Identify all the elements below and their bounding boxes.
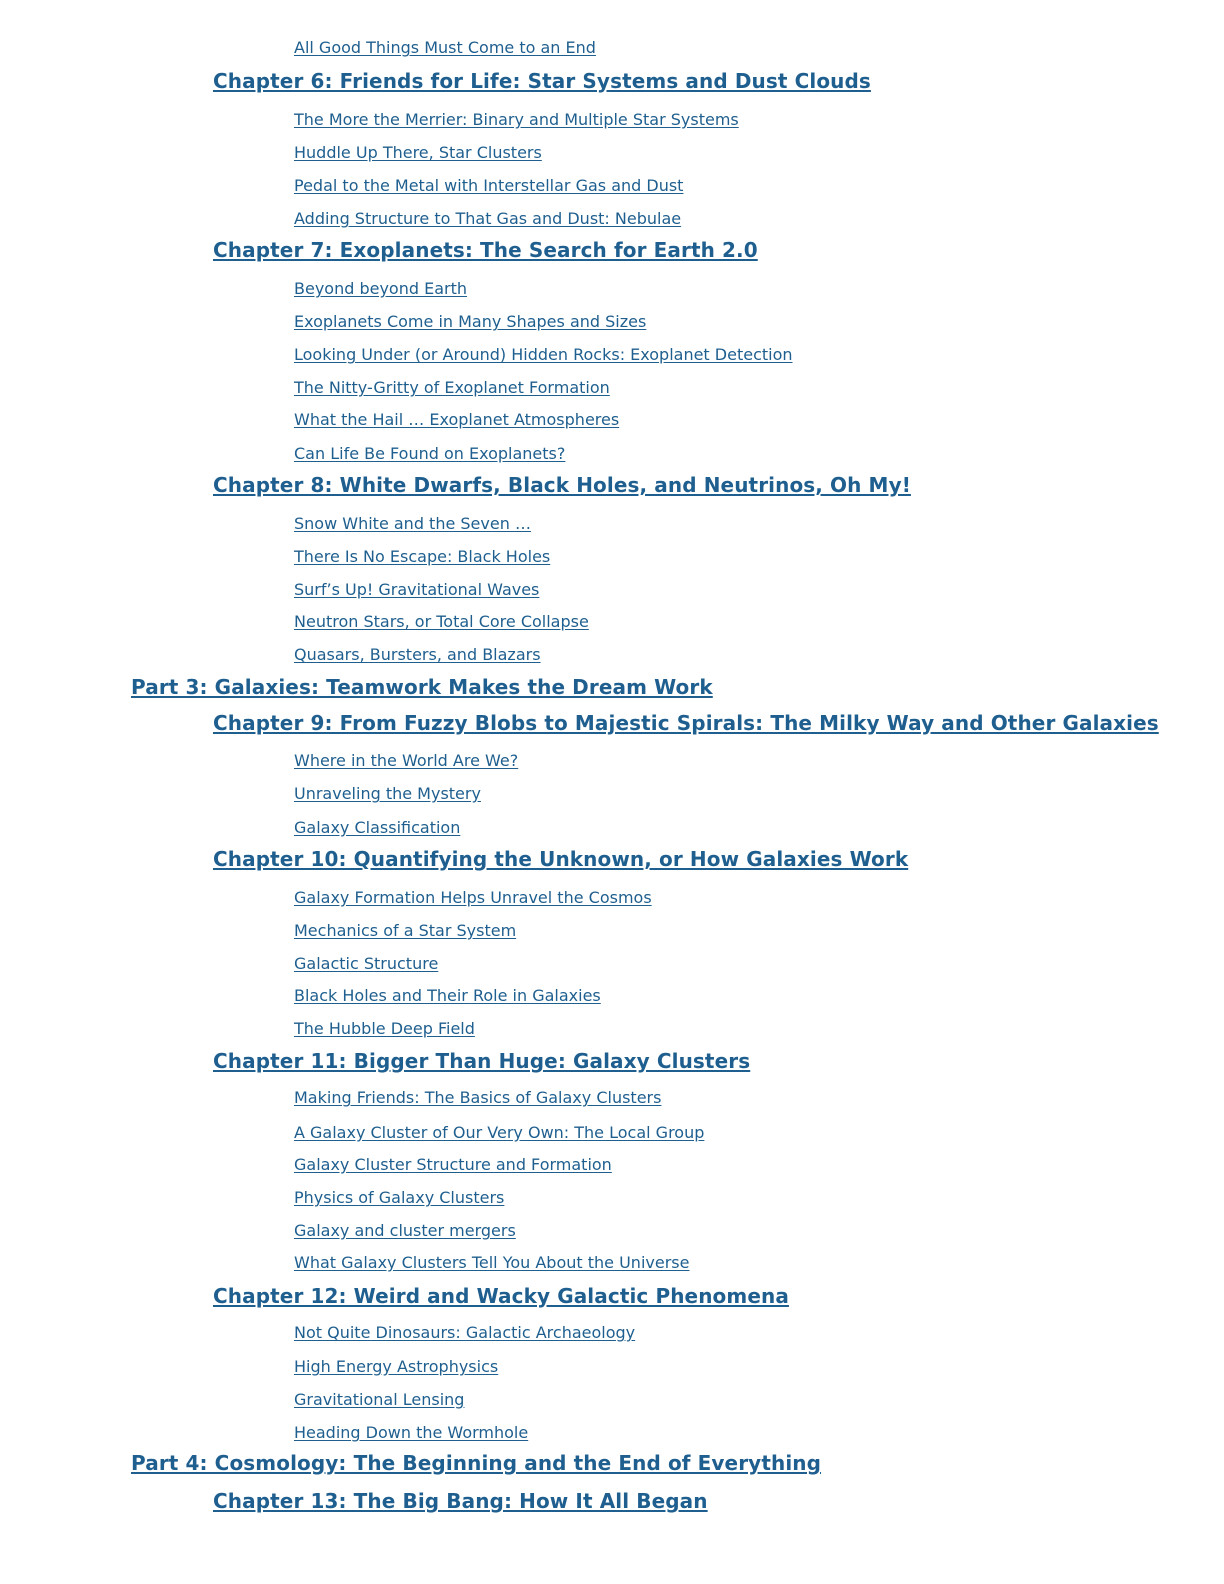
toc-chapter-link[interactable]: Chapter 13: The Big Bang: How It All Began	[213, 1489, 708, 1513]
toc-section-link[interactable]: Huddle Up There, Star Clusters	[294, 143, 542, 162]
toc-section-link[interactable]: There Is No Escape: Black Holes	[294, 547, 551, 566]
toc-section-link[interactable]: Can Life Be Found on Exoplanets?	[294, 444, 566, 463]
toc-section-link[interactable]: Gravitational Lensing	[294, 1390, 465, 1409]
toc-chapter-link[interactable]: Chapter 9: From Fuzzy Blobs to Majestic Spirals: The Milky Way and Other Galaxies	[213, 711, 1159, 735]
toc-section-link[interactable]: Quasars, Bursters, and Blazars	[294, 645, 541, 664]
toc-section-link[interactable]: Black Holes and Their Role in Galaxies	[294, 986, 601, 1005]
toc-section-link[interactable]: All Good Things Must Come to an End	[294, 38, 596, 57]
toc-section-link[interactable]: What Galaxy Clusters Tell You About the Universe	[294, 1253, 690, 1272]
toc-section-link[interactable]: Surf’s Up! Gravitational Waves	[294, 580, 540, 599]
toc-section-link[interactable]: A Galaxy Cluster of Our Very Own: The Local Group	[294, 1123, 705, 1142]
toc-section-link[interactable]: Heading Down the Wormhole	[294, 1423, 529, 1442]
toc-chapter-link[interactable]: Chapter 12: Weird and Wacky Galactic Phenomena	[213, 1284, 789, 1308]
toc-section-link[interactable]: Galaxy Formation Helps Unravel the Cosmos	[294, 888, 652, 907]
toc-chapter-link[interactable]: Chapter 10: Quantifying the Unknown, or How Galaxies Work	[213, 847, 909, 871]
toc-chapter-link[interactable]: Chapter 7: Exoplanets: The Search for Earth 2.0	[213, 238, 758, 262]
toc-section-link[interactable]: Galaxy Classification	[294, 818, 461, 837]
toc-section-link[interactable]: The Nitty-Gritty of Exoplanet Formation	[294, 378, 610, 397]
toc-chapter-link[interactable]: Chapter 6: Friends for Life: Star Systems and Dust Clouds	[213, 69, 871, 93]
toc-section-link[interactable]: Looking Under (or Around) Hidden Rocks: Exoplanet Detection	[294, 345, 793, 364]
toc-section-link[interactable]: Physics of Galaxy Clusters	[294, 1188, 505, 1207]
toc-section-link[interactable]: Exoplanets Come in Many Shapes and Sizes	[294, 312, 647, 331]
toc-part-link[interactable]: Part 3: Galaxies: Teamwork Makes the Dream Work	[131, 675, 713, 699]
toc-section-link[interactable]: Beyond beyond Earth	[294, 279, 468, 298]
toc-section-link[interactable]: What the Hail … Exoplanet Atmospheres	[294, 410, 620, 429]
toc-section-link[interactable]: Galaxy and cluster mergers	[294, 1221, 516, 1240]
toc-section-link[interactable]: Making Friends: The Basics of Galaxy Clusters	[294, 1088, 662, 1107]
toc-part-link[interactable]: Part 4: Cosmology: The Beginning and the End of Everything	[131, 1451, 822, 1475]
toc-section-link[interactable]: Adding Structure to That Gas and Dust: Nebulae	[294, 209, 682, 228]
toc-chapter-link[interactable]: Chapter 8: White Dwarfs, Black Holes, and Neutrinos, Oh My!	[213, 473, 911, 497]
toc-section-link[interactable]: Galaxy Cluster Structure and Formation	[294, 1155, 612, 1174]
toc-section-link[interactable]: Galactic Structure	[294, 954, 439, 973]
toc-section-link[interactable]: Neutron Stars, or Total Core Collapse	[294, 612, 589, 631]
toc-section-link[interactable]: Unraveling the Mystery	[294, 784, 481, 803]
toc-section-link[interactable]: Snow White and the Seven …	[294, 514, 531, 533]
toc-section-link[interactable]: Mechanics of a Star System	[294, 921, 517, 940]
toc-section-link[interactable]: Pedal to the Metal with Interstellar Gas and Dust	[294, 176, 684, 195]
toc-section-link[interactable]: The More the Merrier: Binary and Multiple Star Systems	[294, 110, 739, 129]
toc-section-link[interactable]: Where in the World Are We?	[294, 751, 519, 770]
toc-chapter-link[interactable]: Chapter 11: Bigger Than Huge: Galaxy Clusters	[213, 1049, 751, 1073]
toc-section-link[interactable]: The Hubble Deep Field	[294, 1019, 475, 1038]
toc-section-link[interactable]: High Energy Astrophysics	[294, 1357, 499, 1376]
toc-section-link[interactable]: Not Quite Dinosaurs: Galactic Archaeology	[294, 1323, 636, 1342]
